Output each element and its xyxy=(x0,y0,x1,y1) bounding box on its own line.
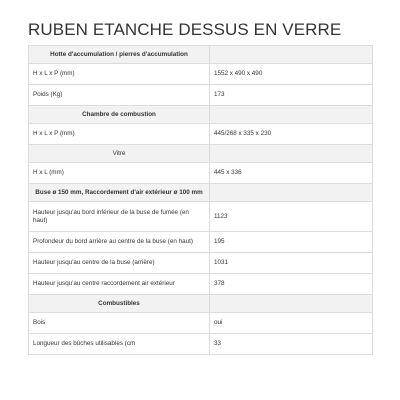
row-label: H x L (mm) xyxy=(29,163,210,184)
section-heading-blank xyxy=(210,46,373,64)
row-value: 445 x 336 xyxy=(210,163,373,184)
row-label: Bois xyxy=(29,313,210,334)
row-value: 173 xyxy=(210,85,373,106)
row-value: 1552 x 490 x 490 xyxy=(210,64,373,85)
spec-table xyxy=(28,45,373,355)
row-label: Poids (Kg) xyxy=(29,85,210,106)
row-label: H x L x P (mm) xyxy=(29,64,210,85)
row-label: Profondeur du bord arrière au centre de la buse (en haut) xyxy=(29,232,210,253)
row-value: 33 xyxy=(210,334,373,355)
section-heading: Combustibles xyxy=(29,295,210,313)
table-row xyxy=(29,313,373,334)
row-value: 1123 xyxy=(210,202,373,232)
table-row xyxy=(29,274,373,295)
table-row xyxy=(29,202,373,232)
row-label: Hauteur jusqu'au centre raccordement air extérieur xyxy=(29,274,210,295)
table-row xyxy=(29,232,373,253)
row-value: oui xyxy=(210,313,373,334)
section-heading: Hotte d'accumulation / pierres d'accumulation xyxy=(29,46,210,64)
section-header-vitre xyxy=(29,145,373,163)
row-value: 445/268 x 335 x 230 xyxy=(210,124,373,145)
section-heading-blank xyxy=(210,145,373,163)
row-value: 378 xyxy=(210,274,373,295)
section-header-combustion xyxy=(29,106,373,124)
section-heading: Buse ø 150 mm, Raccordement d'air extérieur ø 100 mm xyxy=(29,184,210,202)
table-row xyxy=(29,334,373,355)
row-label: H x L x P (mm) xyxy=(29,124,210,145)
section-heading-blank xyxy=(210,106,373,124)
row-label: Longueur des bûches utilisables (cm xyxy=(29,334,210,355)
table-row xyxy=(29,64,373,85)
row-label: Hauteur jusqu'au bord inférieur de la buse de fumée (en haut) xyxy=(29,202,210,232)
row-value: 1031 xyxy=(210,253,373,274)
table-row xyxy=(29,85,373,106)
section-header-buse xyxy=(29,184,373,202)
row-label: Hauteur jusqu'au centre de la buse (arrière) xyxy=(29,253,210,274)
section-heading-blank xyxy=(210,184,373,202)
table-row xyxy=(29,253,373,274)
section-header-combustibles xyxy=(29,295,373,313)
section-heading: Chambre de combustion xyxy=(29,106,210,124)
table-row xyxy=(29,124,373,145)
row-value: 195 xyxy=(210,232,373,253)
section-header-accumulation xyxy=(29,46,373,64)
section-heading: Vitre xyxy=(29,145,210,163)
section-heading-blank xyxy=(210,295,373,313)
page-title: RUBEN ETANCHE DESSUS EN VERRE xyxy=(28,20,342,39)
table-row xyxy=(29,163,373,184)
